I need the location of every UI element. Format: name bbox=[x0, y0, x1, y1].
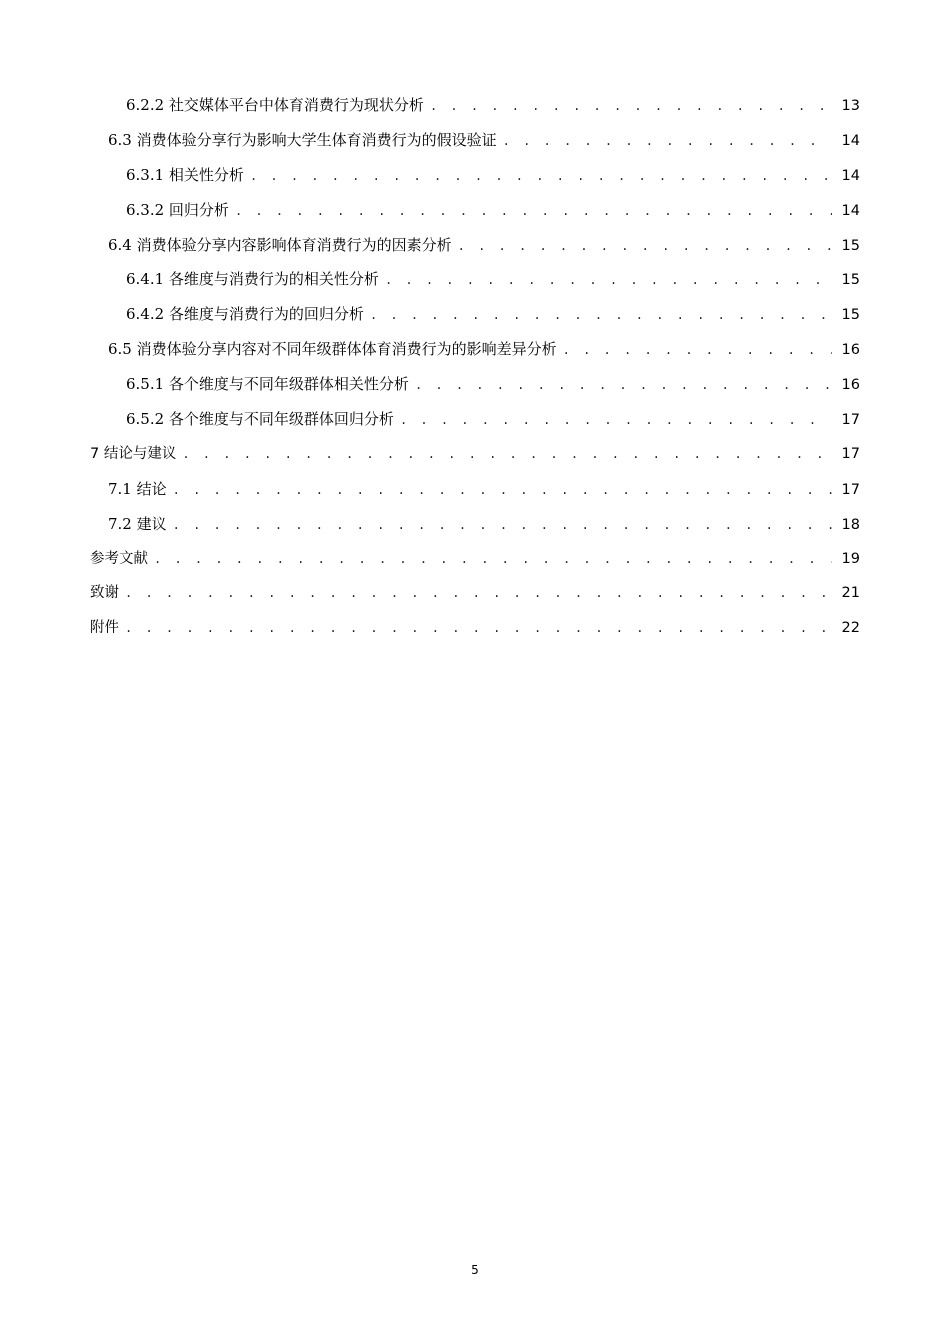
toc-entry-page: 17 bbox=[841, 481, 860, 498]
toc-entry-page: 15 bbox=[841, 307, 860, 324]
toc-entry-title: 6.4.2 各维度与消费行为的回归分析 bbox=[126, 305, 364, 324]
toc-entry-title: 6.3.2 回归分析 bbox=[126, 200, 229, 219]
toc-entry-appendix[interactable] bbox=[90, 611, 860, 646]
toc-entry-page: 13 bbox=[841, 98, 860, 114]
toc-dot-leader bbox=[430, 89, 832, 124]
toc-entry-7-2[interactable] bbox=[90, 507, 860, 542]
toc-entry-title: 6.3.1 相关性分析 bbox=[126, 165, 244, 184]
toc-entry-6-5-2[interactable] bbox=[90, 402, 860, 437]
toc-dot-leader bbox=[415, 368, 832, 403]
page-number: 5 bbox=[471, 1263, 479, 1277]
toc-entry-title: 6.5 消费体验分享内容对不同年级群体体育消费行为的影响差异分析 bbox=[108, 340, 557, 359]
toc-entry-page: 17 bbox=[841, 445, 860, 462]
toc-dot-leader bbox=[503, 124, 832, 159]
toc-entry-6-3-1[interactable] bbox=[90, 158, 860, 193]
toc-dot-leader bbox=[182, 437, 832, 472]
toc-entry-title: 参考文献 bbox=[90, 550, 148, 567]
toc-dot-leader bbox=[370, 298, 832, 333]
toc-entry-title: 6.4 消费体验分享内容影响体育消费行为的因素分析 bbox=[108, 235, 452, 254]
toc-entry-6-4[interactable] bbox=[90, 228, 860, 263]
toc-dot-leader bbox=[563, 333, 832, 368]
toc-entry-title: 致谢 bbox=[90, 585, 119, 602]
toc-dot-leader bbox=[400, 403, 832, 438]
toc-dot-leader bbox=[173, 473, 832, 508]
toc-entry-title: 6.5.2 各个维度与不同年级群体回归分析 bbox=[126, 410, 394, 429]
toc-entry-title: 6.3 消费体验分享行为影响大学生体育消费行为的假设验证 bbox=[108, 130, 497, 149]
table-of-contents bbox=[90, 88, 860, 646]
toc-entry-title: 附件 bbox=[90, 620, 119, 637]
toc-entry-6-3-2[interactable] bbox=[90, 193, 860, 228]
toc-entry-6-5-1[interactable] bbox=[90, 367, 860, 402]
toc-entry-references[interactable] bbox=[90, 542, 860, 577]
toc-entry-7-1[interactable] bbox=[90, 472, 860, 507]
toc-entry-7[interactable] bbox=[90, 437, 860, 472]
toc-entry-6-4-2[interactable] bbox=[90, 297, 860, 332]
toc-dot-leader bbox=[125, 611, 832, 646]
toc-entry-page: 14 bbox=[841, 132, 860, 149]
toc-entry-page: 14 bbox=[841, 202, 860, 219]
toc-entry-page: 16 bbox=[841, 377, 860, 394]
toc-entry-title: 6.5.1 各个维度与不同年级群体相关性分析 bbox=[126, 375, 409, 394]
toc-entry-title: 6.2.2 社交媒体平台中体育消费行为现状分析 bbox=[126, 96, 424, 114]
toc-dot-leader bbox=[154, 542, 832, 577]
toc-entry-page: 15 bbox=[841, 237, 860, 254]
toc-entry-title: 7.1 结论 bbox=[108, 479, 167, 498]
toc-dot-leader bbox=[125, 576, 832, 611]
toc-entry-page: 21 bbox=[841, 585, 860, 602]
toc-entry-page: 17 bbox=[841, 412, 860, 429]
toc-dot-leader bbox=[235, 194, 832, 229]
toc-dot-leader bbox=[250, 159, 832, 194]
toc-entry-6-2-2[interactable] bbox=[90, 88, 860, 123]
toc-entry-6-5[interactable] bbox=[90, 332, 860, 367]
toc-entry-title: 7 结论与建议 bbox=[90, 445, 177, 462]
toc-entry-page: 14 bbox=[841, 167, 860, 184]
toc-entry-6-3[interactable] bbox=[90, 123, 860, 158]
toc-dot-leader bbox=[385, 263, 832, 298]
toc-entry-acknowledgements[interactable] bbox=[90, 576, 860, 611]
toc-dot-leader bbox=[458, 229, 832, 264]
toc-entry-page: 15 bbox=[841, 272, 860, 289]
toc-entry-page: 19 bbox=[841, 550, 860, 567]
toc-entry-page: 18 bbox=[841, 516, 860, 533]
toc-entry-page: 22 bbox=[841, 620, 860, 637]
toc-entry-title: 6.4.1 各维度与消费行为的相关性分析 bbox=[126, 270, 379, 289]
toc-dot-leader bbox=[173, 508, 832, 543]
toc-entry-6-4-1[interactable] bbox=[90, 262, 860, 297]
toc-entry-page: 16 bbox=[841, 342, 860, 359]
toc-entry-title: 7.2 建议 bbox=[108, 514, 167, 533]
